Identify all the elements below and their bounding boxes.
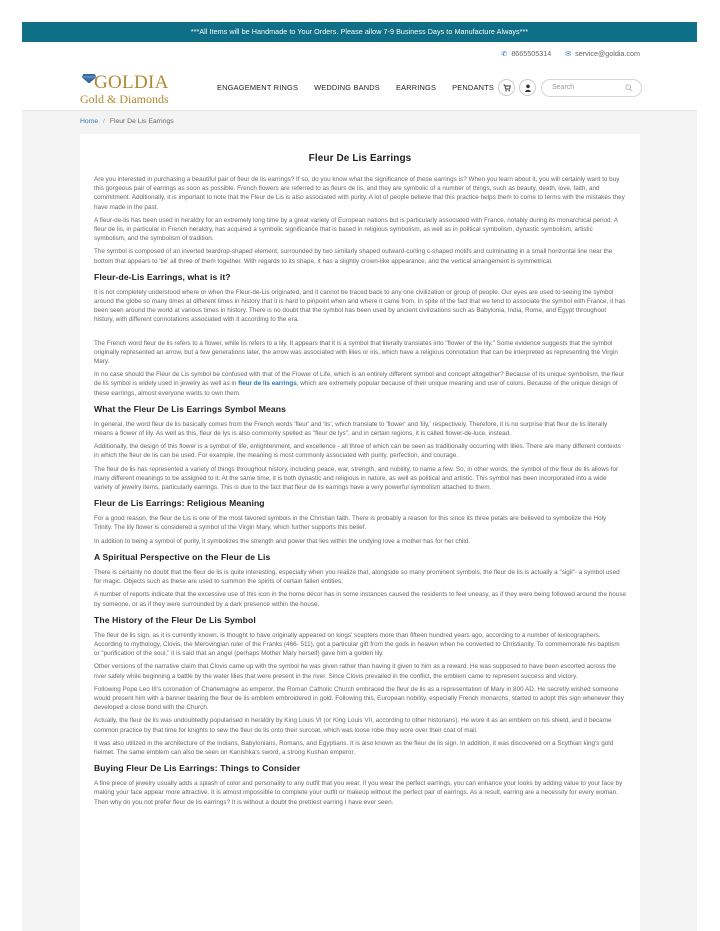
search-placeholder: Search bbox=[552, 84, 575, 91]
user-icon bbox=[524, 84, 532, 92]
article-card bbox=[80, 134, 640, 931]
account-button[interactable] bbox=[519, 79, 536, 96]
nav-wedding-bands[interactable]: WEDDING BANDS bbox=[314, 83, 380, 92]
section-heading: Fleur-de-Lis Earrings, what is it? bbox=[94, 271, 231, 282]
section-paragraph: The fleur de lis sign, as it is currently known, is thought to have originally appeared on kings' scepters more than fifteen hundred years ago, according to a number of lexicographers. According to mythology, Clovis, the Merovingian ruler of the Franks (466- 511), got a particular gift from the gods in heaven when he converted to Christianity. To commemorate his baptism or "purification of the soul," it is said that an angel (perhaps Mother Mary herself) gave him a golden lily. bbox=[94, 631, 620, 658]
section-paragraph: It was also utilized in the architecture of the Indians, Babylonians, Romans, and Egyptians. It is also known as the fleur de lis sign. In addition, it was discovered on a Scythian king's gold helmet. The same emblem can also be seen on Kanishka's sword, a strong Kushan emperor. bbox=[94, 739, 614, 756]
envelope-icon: ✉ bbox=[565, 50, 572, 58]
section-paragraph: Other versions of the narrative claim that Clovis came up with the symbol he was given rather than having it given to him as a reward. He was supposed to have been escorted across the river safely while beginning a battle by the water lilies that were present in the river. Since Clovis prevailed in the conflict, the emblem came to represent success and victory. bbox=[94, 663, 616, 680]
section-paragraph: A number of reports indicate that the excessive use of this icon in the home décor has in some instances caused the residents to feel uneasy, as if they were being followed around the house by someone, or as if they were surrounded by a dark presence within the house. bbox=[94, 591, 627, 608]
logo-wordmark: GOLDIA bbox=[94, 72, 169, 93]
email-address: service@goldia.com bbox=[575, 49, 640, 58]
intro-paragraph: The symbol is composed of an inverted teardrop-shaped element, surrounded by two similarly shaped outward-curling c-shaped motifs and culminating in a small horizontal line near the bottom that appears to 'tie' all three of them together. With regards to its shape, it has a slightly crown-like appearance, and the vertical arrangement is symmetrical. bbox=[94, 248, 613, 265]
page-title: Fleur De Lis Earrings bbox=[308, 153, 412, 164]
paragraph-text: , which are extremely popular because of their unique meaning and use of colors. bbox=[296, 380, 526, 388]
cart-icon bbox=[503, 84, 511, 92]
section-heading: The History of the Fleur De Lis Symbol bbox=[94, 614, 256, 625]
section-spacer bbox=[94, 329, 626, 339]
nav-earrings[interactable]: EARRINGS bbox=[395, 83, 437, 92]
promo-banner: ***All Items will be Handmade to Your Orders. Please allow 7-9 Business Days to Manufacture Always*** bbox=[22, 22, 697, 42]
phone-number: 8665505314 bbox=[511, 49, 552, 58]
breadcrumb-home[interactable]: Home bbox=[80, 118, 99, 125]
cart-button[interactable] bbox=[498, 79, 515, 96]
section-paragraph: For a good reason, the fleur de Lis is one of the most favored symbols in the Christian faith. There is probably a reason for this since its three petals are believed to symbolize the Holy Trinity. The lily flower is considered a symbol of the Virgin Mary, which further supports this belief. bbox=[94, 515, 607, 532]
main-nav bbox=[217, 83, 494, 92]
section-paragraph: Following Pope Leo III's coronation of Charlemagne as emperor, the Roman Catholic Church embraced the fleur de lis as a representation of Mary in 800 AD. He secretly wished someone would present him with a banner bearing the fleur de lis emblem embroidered in gold. Following this, European nobility, especially French monarchs, started to adopt this sign whenever they developed a close bond with the Church. bbox=[94, 685, 624, 712]
logo-tagline: Gold & Diamonds bbox=[80, 92, 169, 106]
breadcrumb-current: Fleur De Lis Earrings bbox=[109, 118, 174, 125]
section-heading: A Spiritual Perspective on the Fleur de Lis bbox=[94, 551, 271, 562]
section-paragraph: In addition to being a symbol of purity, it symbolizes the strength and power that lies within the undying love a mother has for her child. bbox=[94, 537, 471, 545]
section-paragraph-with-link bbox=[94, 370, 626, 398]
section-heading: Buying Fleur De Lis Earrings: Things to Consider bbox=[94, 763, 301, 774]
search-input[interactable] bbox=[541, 79, 642, 97]
section-paragraph: There is certainly no doubt that the fleur de lis is quite interesting, especially when you realize that, alongside so many prominent symbols, the fleur de lis is actually a "sigil"- a symbol used for magic. Objects such as these are used to summon the spirits of certain fallen entities. bbox=[94, 568, 620, 586]
breadcrumb bbox=[80, 118, 174, 125]
phone-icon: ✆ bbox=[501, 50, 508, 58]
contact-row bbox=[501, 49, 640, 58]
email-contact[interactable] bbox=[565, 49, 640, 58]
section-paragraph: Actually, the fleur de lis was undoubtedly popularised in heraldry by King Louis VI (or King Louis VII, according to other historians). He wore it as an emblem on his shield, and it became common practice by that time for knights to sew the fleur de lis onto their surcoat, which was loose robe they wore over their coat of mail. bbox=[94, 717, 612, 734]
site-logo[interactable] bbox=[80, 72, 200, 106]
section-paragraph: Additionally, the design of this flower is a symbol of life, enlightenment, and excellence - all three of which can be seen as traditionally occurring with lilies. There are many different contexts in which the fleur de lis can be used. For example, the meaning is most commonly associated with purity, perfection, and courage. bbox=[94, 443, 621, 460]
section-heading: Fleur de Lis Earrings: Religious Meaning bbox=[94, 498, 265, 509]
breadcrumb-separator: / bbox=[103, 118, 105, 125]
phone-contact[interactable] bbox=[501, 49, 551, 58]
paragraph-text: Because of the unique design of these earrings, almost everyone wants to own them. bbox=[94, 380, 618, 397]
nav-engagement-rings[interactable]: ENGAGEMENT RINGS bbox=[217, 83, 299, 92]
section-heading: What the Fleur De Lis Earrings Symbol Means bbox=[94, 403, 286, 414]
intro-paragraph: A fleur-de-lis has been used in heraldry for an extremely long time by a great variety of European nations but is particularly associated with France, notably during its monarchical period. A fleur de lis, in particular in French heraldry, has acquired a symbolic significance that is based in religious symbolism, as well as in political symbolism, dynastic symbolism, artistic symbolism, and the symbolism of tradition. bbox=[94, 216, 618, 243]
section-paragraph: The French word fleur de lis refers to a flower, while lis refers to a lily. It appears that it is a symbol that literally translates into "flower of the lily." Some evidence suggests that the symbol originally represented an arrow, but a few generations later, the arrow was associated with lilies or iris, which have a religious connotation that can be interpreted as representing the Virgin Mary. bbox=[94, 339, 618, 366]
section-paragraph: In general, the word fleur de lis basically comes from the French words 'fleur' and 'lis', which translate to 'flower' and 'lily,' respectively. Therefore, it is no surprise that fleur de lis literally means a flower of lily. As well as this, fleur de lys is also commonly spelled as "fleur de lys", and in certain regions, it is called flower-de-luce, instead. bbox=[94, 420, 608, 438]
search-icon[interactable] bbox=[625, 84, 633, 92]
paragraph-text: In no case should the Fleur de Lis symbol be confused with that of the Flower of Life, which is an entirely different symbol and concept altogether? Because of its unique symbolism, the fleur de lis symbol is widely used in jewelry as well as in bbox=[94, 371, 625, 388]
section-paragraph: It is not completely understood where or when the Fleur-de-Lis originated, and it cannot be traced back to any one civilization or group of people. Our eyes are used to seeing the symbol around the globe so many times at different times in history that it is hard to pinpoint when and where it came from. In spite of the fact that we tend to associate the symbol with France, it has been seen around the world at various times in history. There is no doubt that the symbol has been used by ancient civilizations such as Babylonia, India, Rome, and Egypt throughout history, with different connotations associated with it according to the era. bbox=[94, 288, 626, 324]
nav-pendants[interactable]: PENDANTS bbox=[452, 83, 494, 92]
section-paragraph: The fleur de lis has represented a variety of things throughout history, including peace, war, strength, and nobility, to name a few. So, in other words, the symbol of the fleur de lis allows for many different meanings to be assigned to it. At the same time, it is both dynastic and religious in nature, as well as political and artistic. This symbol has been incorporated into a wide variety of jewelry items, particularly earrings. This is due to the fact that fleur de lis earrings have a very powerful symbolism attached to them. bbox=[94, 465, 619, 492]
intro-paragraph: Are you interested in purchasing a beautiful pair of fleur de lis earrings? If so, do you know what the significance of these earrings is? When you learn about it, you will certainly want to buy this gorgeous pair of earrings as soon as possible. French flowers are referred to as fleurs de lis, and they are symbolic of a number of things, such as beauty, death, love, faith, and commitment. Additionally, it is important to note that the Fleur de Lis is also associated with purity. A lot of people believe that this practice helps them to come to terms with the mistakes they have made in the past. bbox=[94, 176, 625, 211]
earrings-link[interactable]: fleur de lis earrings bbox=[238, 380, 297, 388]
section-paragraph: A fine piece of jewelry usually adds a splash of color and personality to any outfit that you wear. If you wear the perfect earrings, you can enhance your looks by adding value to your face by making your face appear more attractive. It is almost impossible to complete your outfit or makeup without the perfect pair of earrings. As a result, earring are a necessity for every woman. Then why do you not prefer fleur de lis earrings? It is without a doubt the prettiest earring I have ever seen. bbox=[94, 780, 623, 806]
